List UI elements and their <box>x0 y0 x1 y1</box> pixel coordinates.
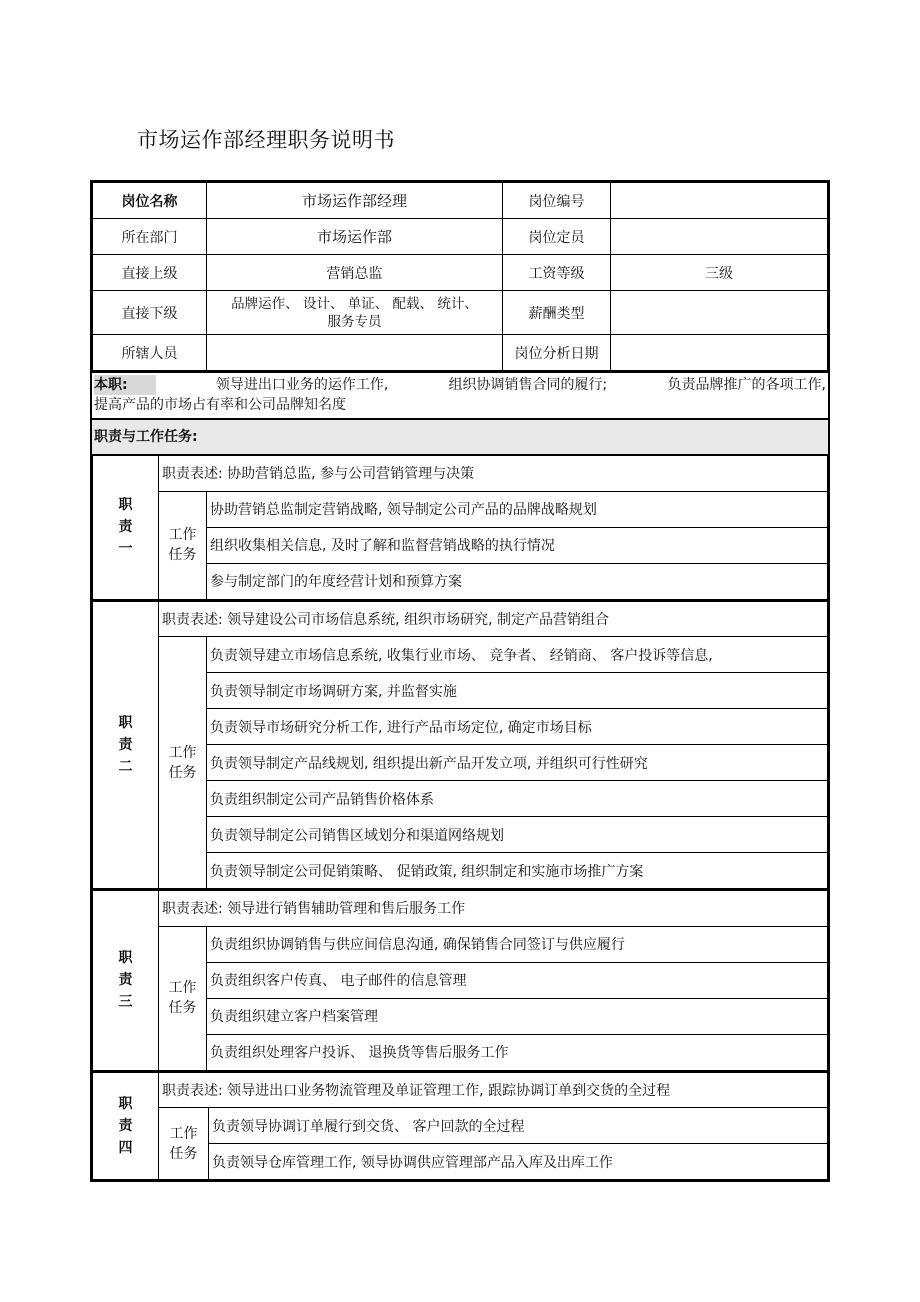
job-summary <box>92 371 828 418</box>
duty-2-task: 负责领导建立市场信息系统, 收集行业市场、 竞争者、 经销商、 客户投诉等信息, <box>207 637 828 673</box>
duty-4-task-label-l1: 工作 <box>169 1125 198 1142</box>
duty-1-task-label <box>159 491 207 599</box>
duty-2-task: 负责领导制定产品线规划, 组织提出新产品开发立项, 并组织可行性研究 <box>207 745 828 781</box>
page-title: 市场运作部经理职务说明书 <box>137 128 395 152</box>
job-description-table <box>90 180 830 1182</box>
duty-1-task: 组织收集相关信息, 及时了解和监督营销战略的执行情况 <box>207 527 828 563</box>
duty-3-task-label-l2: 任务 <box>168 1000 197 1016</box>
staff-value <box>207 335 503 371</box>
duty-4-task: 负责领导仓库管理工作, 领导协调供应管理部产品入库及出库工作 <box>209 1144 828 1180</box>
duty-1-task: 参与制定部门的年度经营计划和预算方案 <box>207 563 828 599</box>
duty-4-label-l1: 职 <box>118 1095 133 1112</box>
duty-block-2 <box>92 600 828 890</box>
position-no-value <box>611 183 828 219</box>
duty-4-task: 负责领导协调订单履行到交货、 客户回款的全过程 <box>209 1108 828 1144</box>
duty-2-task-label-l1: 工作 <box>168 744 197 761</box>
duty-2-task: 负责组织制定公司产品销售价格体系 <box>207 781 828 817</box>
dept-label: 所在部门 <box>93 219 207 255</box>
job-summary-line1 <box>94 375 826 395</box>
duty-2-task: 负责领导制定市场调研方案, 并监督实施 <box>207 673 828 709</box>
salary-grade-value: 三级 <box>611 255 828 291</box>
duty-1-task-label-l2: 任务 <box>168 547 197 563</box>
superior-label: 直接上级 <box>93 255 207 291</box>
salary-grade-label: 工资等级 <box>503 255 611 291</box>
duty-2-statement: 职责表述: 领导建设公司市场信息系统, 组织市场研究, 制定产品营销组合 <box>159 601 828 637</box>
analysis-date-value <box>611 335 828 371</box>
dept-value: 市场运作部 <box>207 219 503 255</box>
duties-header: 职责与工作任务: <box>92 418 828 454</box>
job-summary-item1: 领导进出口业务的运作工作, <box>215 377 389 393</box>
duty-1-statement: 职责表述: 协助营销总监, 参与公司营销管理与决策 <box>159 455 828 491</box>
duty-block-3 <box>92 889 828 1071</box>
duty-3-label-l1: 职 <box>118 950 133 967</box>
duty-3-task: 负责组织建立客户档案管理 <box>207 998 828 1034</box>
duty-4-label-l2: 责 <box>118 1117 133 1134</box>
duty-3-task: 负责组织客户传真、 电子邮件的信息管理 <box>207 962 828 998</box>
duty-block-4 <box>92 1071 828 1181</box>
duty-4-statement: 职责表述: 领导进出口业务物流管理及单证管理工作, 跟踪协调订单到交货的全过程 <box>159 1072 828 1108</box>
duty-2-task: 负责领导制定公司销售区域划分和渠道网络规划 <box>207 817 828 853</box>
duty-3-task-label-l1: 工作 <box>168 980 197 996</box>
duty-4-label <box>93 1072 159 1180</box>
staff-label: 所辖人员 <box>93 335 207 371</box>
job-summary-line2: 提高产品的市场占有率和公司品牌知名度 <box>94 397 346 413</box>
duty-2-label <box>93 601 159 889</box>
duty-2-task-label-l2: 任务 <box>168 764 197 781</box>
duty-4-task-label <box>159 1108 209 1180</box>
duty-2-task: 负责领导制定公司促销策略、 促销政策, 组织制定和实施市场推广方案 <box>207 853 828 889</box>
position-name-label: 岗位名称 <box>93 183 207 219</box>
basic-info-table <box>92 182 828 371</box>
duty-1-label <box>93 455 159 599</box>
duty-block-1 <box>92 454 828 600</box>
duty-2-task-label <box>159 637 207 889</box>
duty-3-task: 负责组织处理客户投诉、 退换货等售后服务工作 <box>207 1034 828 1070</box>
duty-2-label-l2: 责 <box>118 736 133 753</box>
duty-1-label-l1: 职 <box>118 497 133 514</box>
subordinate-value <box>207 291 503 335</box>
duty-4-task-label-l2: 任务 <box>169 1145 198 1162</box>
duty-3-label-l3: 三 <box>118 994 133 1011</box>
headcount-value <box>611 219 828 255</box>
analysis-date-label: 岗位分析日期 <box>503 335 611 371</box>
duty-3-task: 负责组织协调销售与供应间信息沟通, 确保销售合同签订与供应履行 <box>207 926 828 962</box>
subordinate-label: 直接下级 <box>93 291 207 335</box>
duty-1-task-label-l1: 工作 <box>168 527 197 543</box>
duty-1-task: 协助营销总监制定营销战略, 领导制定公司产品的品牌战略规划 <box>207 491 828 527</box>
duty-4-label-l3: 四 <box>118 1139 133 1156</box>
position-no-label: 岗位编号 <box>503 183 611 219</box>
duty-1-label-l3: 一 <box>118 541 133 558</box>
duty-3-label <box>93 890 159 1070</box>
pay-type-label: 薪酬类型 <box>503 291 611 335</box>
duty-2-label-l3: 二 <box>118 758 133 775</box>
duty-1-label-l2: 责 <box>118 519 133 536</box>
job-summary-item2: 组织协调销售合同的履行; <box>448 377 608 393</box>
duty-3-statement: 职责表述: 领导进行销售辅助管理和售后服务工作 <box>159 890 828 926</box>
pay-type-value <box>611 291 828 335</box>
subordinate-value-text: 品牌运作、 设计、 单证、 配载、 统计、 服务专员 <box>231 295 478 330</box>
duty-3-label-l2: 责 <box>118 972 133 989</box>
position-name-value: 市场运作部经理 <box>207 183 503 219</box>
duty-3-task-label <box>159 926 207 1070</box>
duty-2-label-l1: 职 <box>118 714 133 731</box>
job-summary-label: 本职: <box>94 375 156 395</box>
superior-value: 营销总监 <box>207 255 503 291</box>
duty-2-task: 负责领导市场研究分析工作, 进行产品市场定位, 确定市场目标 <box>207 709 828 745</box>
job-summary-item3: 负责品牌推广的各项工作, <box>667 377 826 393</box>
headcount-label: 岗位定员 <box>503 219 611 255</box>
